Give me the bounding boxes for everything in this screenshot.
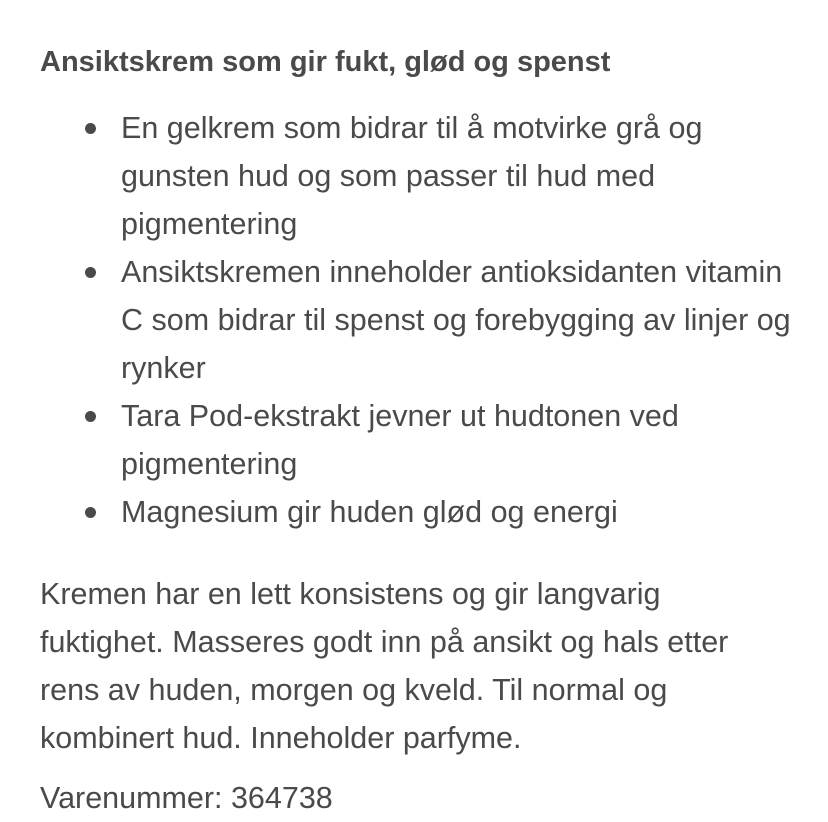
bullet-icon xyxy=(85,123,96,134)
feature-list xyxy=(40,104,800,536)
description-paragraph: Kremen har en lett konsistens og gir langvarig fuktighet. Masseres godt inn på ansikt og hals etter rens av huden, morgen og kveld. Til normal og kombinert hud. Inneholder parfyme. xyxy=(40,577,729,755)
section-heading: Ansiktskrem som gir fukt, glød og spenst xyxy=(40,46,611,78)
list-item xyxy=(40,488,800,536)
list-item-text: Tara Pod-ekstrakt jevner ut hudtonen ved pigmentering xyxy=(121,399,679,481)
bullet-icon xyxy=(85,267,96,278)
list-item-text: Ansiktskremen inneholder antioksidanten vitamin C som bidrar til spenst og forebygging av linjer og rynker xyxy=(121,255,791,385)
list-item xyxy=(40,104,800,248)
list-item xyxy=(40,392,800,488)
cutoff-text-line: Varenummer: 364738 xyxy=(40,781,333,815)
list-item xyxy=(40,248,800,392)
product-description xyxy=(40,38,800,762)
bullet-icon xyxy=(85,411,96,422)
list-item-text: Magnesium gir huden glød og energi xyxy=(121,495,618,529)
bullet-icon xyxy=(85,507,96,518)
list-item-text: En gelkrem som bidrar til å motvirke grå og gunsten hud og som passer til hud med pigmentering xyxy=(121,111,703,241)
